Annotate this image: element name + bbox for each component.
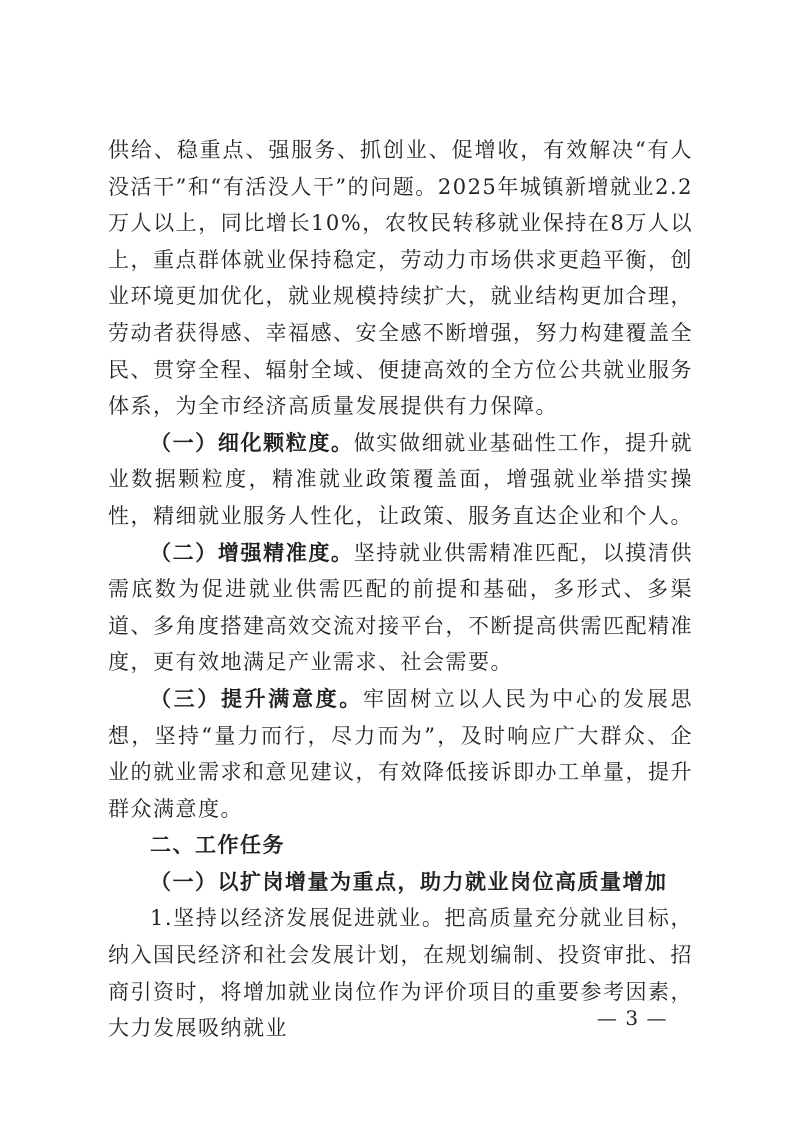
item-2-body: 坚持就业供需精准匹配，以摸清供需底数为促进就业供需匹配的前提和基础，多形式、多渠道、多角度搭建高效交流对接平台，不断提高供需匹配精准度，更有效地满足产业需求、社会需要。 — [108, 540, 694, 675]
item-1-body: 做实做细就业基础性工作，提升就业数据颗粒度，精准就业政策覆盖面，增强就业举措实操性，精细就业服务人性化，让政策、服务直达企业和个人。 — [108, 430, 694, 528]
subsection-heading: （一）以扩岗增量为重点，助力就业岗位高质量增加 — [150, 868, 668, 894]
item-2-title: （二）增强精准度。 — [150, 539, 354, 565]
paragraph-goals: 供给、稳重点、强服务、抓创业、促增收，有效解决“有人没活干”和“有活没人干”的问题。2025年城镇新增就业2.2万人以上，同比增长10%，农牧民转移就业保持在8万人以上，重点群体就业保持稳定，劳动力市场供求更趋平衡，创业环境更加优化，就业规模持续扩大，就业结构更加合理，劳动者获得感、幸福感、安全感不断增强，努力构建覆盖全民、贯穿全程、辐射全域、便捷高效的全方位公共就业服务体系，为全市经济高质量发展提供有力保障。 — [108, 138, 693, 419]
item-1-title: （一）细化颗粒度。 — [150, 429, 354, 455]
paragraph-enhance-precision — [108, 535, 693, 681]
paragraph-refine-granularity — [108, 425, 693, 535]
item-3-title: （三）提升满意度。 — [150, 685, 363, 711]
item-3-body: 牢固树立以人民为中心的发展思想，坚持“量力而行，尽力而为”，及时响应广大群众、企业的就业需求和意见建议，有效降低接诉即办工单量，提升群众满意度。 — [108, 686, 694, 821]
document-body — [108, 132, 693, 1047]
paragraph-improve-satisfaction — [108, 681, 693, 827]
section-heading: 二、工作任务 — [150, 833, 285, 858]
page-number: — 3 — — [597, 1006, 668, 1030]
item-4-body: 把高质量充分就业目标，纳入国民经济和社会发展计划，在规划编制、投资审批、招商引资时，将增加就业岗位作为评价项目的重要参考因素，大力发展吸纳就业 — [108, 906, 693, 1041]
item-4-title: 1.坚持以经济发展促进就业。 — [150, 906, 445, 931]
